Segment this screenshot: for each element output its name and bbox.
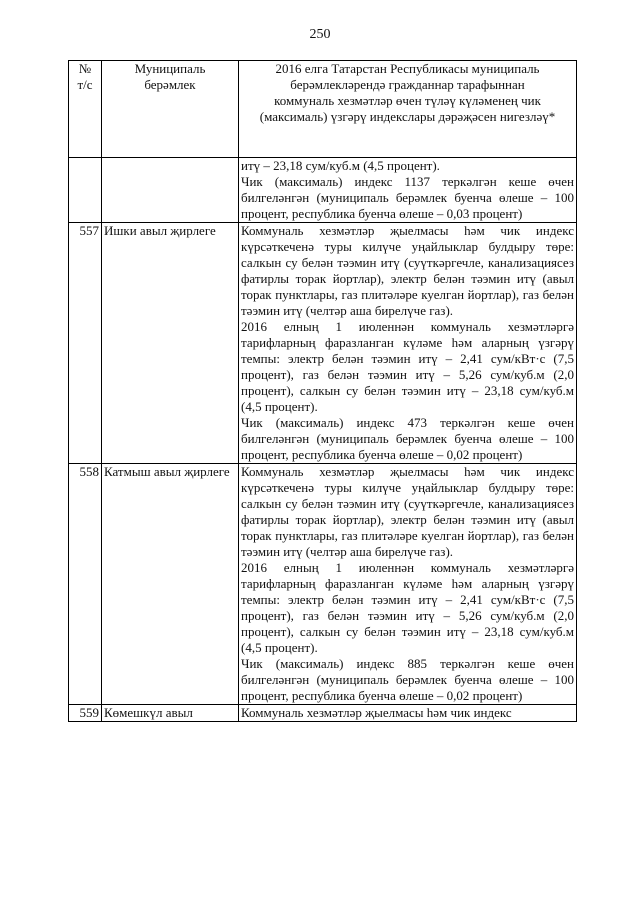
table-row	[69, 158, 577, 223]
row-description: Коммуналь хезмәтләр җыелмасы һәм чик индекс	[239, 705, 577, 722]
header-description: 2016 елга Татарстан Республикасы муниципаль берәмлекләрендә гражданнар тарафыннан коммуналь хезмәтләр өчен түләү күләменең чик (максималь) үзгәрү индекслары дәрәҗәсен нигезләү*	[239, 61, 577, 158]
row-number: 557	[69, 223, 102, 464]
row-description: Коммуналь хезмәтләр җыелмасы һәм чик индекс күрсәткеченә туры килүче уңайлыклар булдыру төре: салкын су белән тәэмин итү (суүткәргечле, канализациясез фатирлы торак йортлар), электр белән тәэмин итү (авыл торак пунктлары, газ плитәләре куелган йортлар), газ белән тәэмин итү (челтәр аша бирелүче газ). 2016 елның 1 июленнән коммуналь хезмәтләргә тарифларның фаразланган күләме һәм аларның үзгәрү темпы: электр белән тәэмин итү – 2,41 сум/кВт·с (7,5 процент), газ белән тәэмин итү – 5,26 сум/куб.м (2,0 процент), салкын су белән тәэмин итү – 23,18 сум/куб.м (4,5 процент). Чик (максималь) индекс 473 теркәлгән кеше өчен билгеләнгән (муниципаль берәмлек буенча өлеше – 100 процент, республика буенча өлеше – 0,02 процент)	[239, 223, 577, 464]
row-number: 558	[69, 464, 102, 705]
table-row	[69, 223, 577, 464]
municipality-name: Ишки авыл җирлеге	[102, 223, 239, 464]
table-row	[69, 464, 577, 705]
page-number: 250	[309, 27, 331, 42]
row-number: 559	[69, 705, 102, 722]
header-municipality: Муниципаль берәмлек	[102, 61, 239, 158]
header-num: № т/с	[69, 61, 102, 158]
row-description: Коммуналь хезмәтләр җыелмасы һәм чик индекс күрсәткеченә туры килүче уңайлыклар булдыру төре: салкын су белән тәэмин итү (суүткәргечле, канализациясез фатирлы торак йортлар), электр белән тәэмин итү (авыл торак пунктлары, газ плитәләре куелган йортлар), газ белән тәэмин итү (челтәр аша бирелүче газ). 2016 елның 1 июленнән коммуналь хезмәтләргә тарифларның фаразланган күләме һәм аларның үзгәрү темпы: электр белән тәэмин итү – 2,41 сум/кВт·с (7,5 процент), газ белән тәэмин итү – 5,26 сум/куб.м (2,0 процент), салкын су белән тәэмин итү – 23,18 сум/куб.м (4,5 процент). Чик (максималь) индекс 885 теркәлгән кеше өчен билгеләнгән (муниципаль берәмлек буенча өлеше – 100 процент, республика буенча өлеше – 0,02 процент)	[239, 464, 577, 705]
continuation-text: итү – 23,18 сум/куб.м (4,5 процент). Чик (максималь) индекс 1137 теркәлгән кеше өчен билгеләнгән (муниципаль берәмлек буенча өлеше – 100 процент, республика буенча өлеше – 0,03 процент)	[239, 158, 577, 223]
table-row	[69, 705, 577, 722]
table-header-row	[69, 61, 577, 158]
municipality-name: Катмыш авыл җирлеге	[102, 464, 239, 705]
municipality-index-table	[68, 60, 577, 722]
municipality-name: Көмешкүл авыл	[102, 705, 239, 722]
